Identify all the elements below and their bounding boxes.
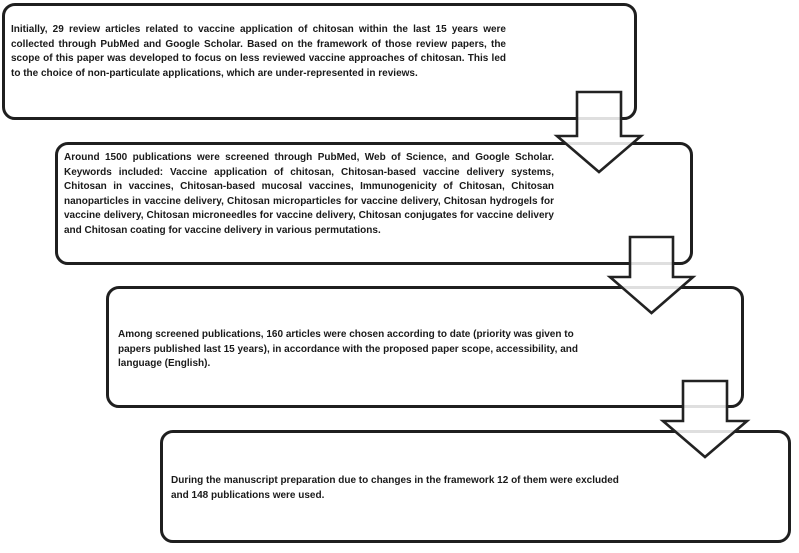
flow-step-1-text: Initially, 29 review articles related to vaccine application of chitosan within the last 15 years were collected through PubMed and Google Scholar. Based on the framework of those review papers, the scope of this paper was developed to focus on less reviewed vaccine approaches of chitosan. This led to the choice of non-particulate applications, which are under-represented in reviews. (11, 24, 506, 79)
flow-step-4-final-inclusion (160, 430, 791, 543)
flow-step-4-text: During the manuscript preparation due to changes in the framework 12 of them were excluded and 148 publications were used. (171, 475, 619, 501)
flow-step-3-selection (106, 286, 744, 408)
flow-step-2-text: Around 1500 publications were screened through PubMed, Web of Science, and Google Scholar. Keywords included: Vaccine application of chitosan, Chitosan-based vaccine delivery systems, Chitosan in vaccines, Chitosan-based mucosal vaccines, Immunogenicity of Chitosan, Chitosan nanoparticles in vaccine delivery, Chitosan microparticles for vaccine delivery, Chitosan hydrogels for vaccine delivery, Chitosan microneedles for vaccine delivery, Chitosan conjugates for vaccine delivery and Chitosan coating for vaccine delivery in various permutations. (64, 152, 554, 236)
flow-step-3-text: Among screened publications, 160 articles were chosen according to date (priority was given to papers published last 15 years), in accordance with the proposed paper scope, accessibility, and language (English). (118, 329, 578, 370)
flow-step-1-initial-collection (2, 3, 637, 120)
flow-step-2-screening (55, 142, 693, 265)
